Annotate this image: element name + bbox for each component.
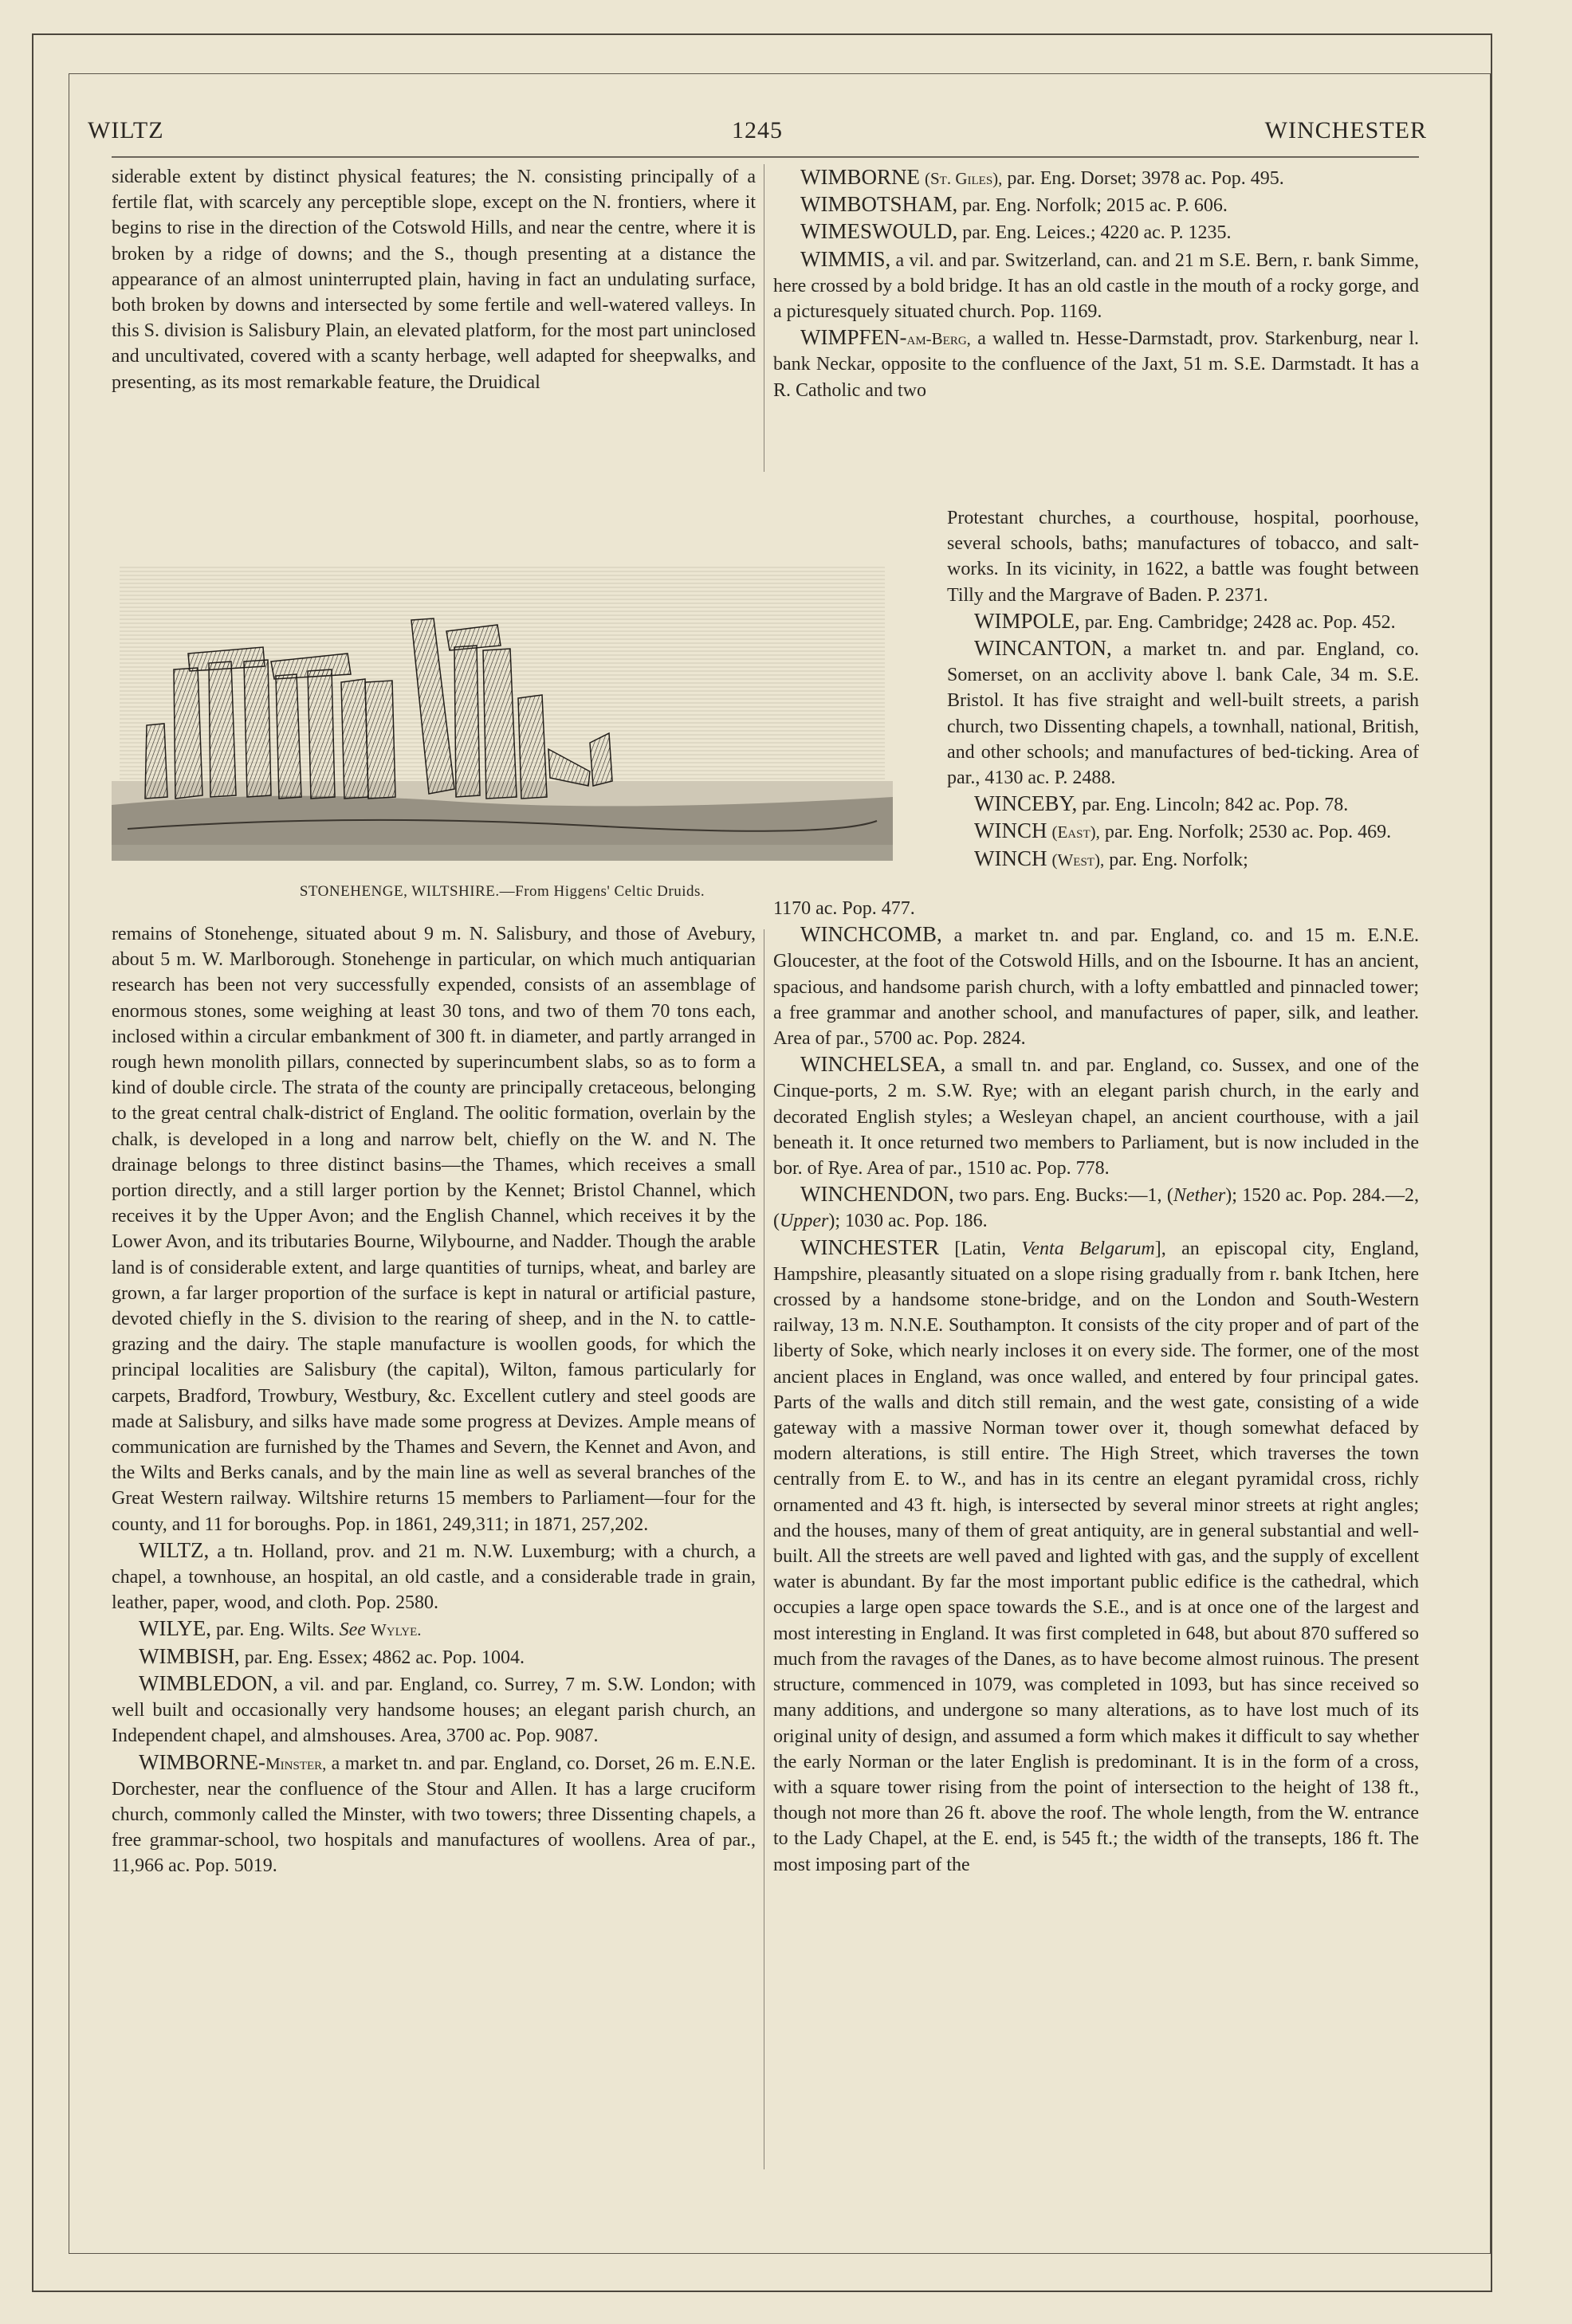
entry-italic: Nether [1173, 1185, 1226, 1207]
headword: WINCHELSEA, [800, 1052, 946, 1077]
headword: WINCH [974, 846, 1047, 870]
wiltshire-entry-start: siderable extent by distinct physical features; the N. consisting principally of a fertile flat, with scarcely any perceptible slope, except on the N. frontiers, where it begins to rise in the direction of the Cotswold Hills, and near the centre, where it is broken by a ridge of downs; and the S., though presenting at a distance the appearance of an almost uninterrupted plain, having in fact an undulating surface, both broken by downs and intersected by some fertile and well-watered valleys. In this S. division is Salisbury Plain, an elevated platform, for the most part uninclosed and uncultivated, covered with a scanty herbage, well adapted for sheepwalks, and presenting, as its most remarkable feature, the Druidical [112, 167, 756, 393]
entry-text: [Latin, [938, 1238, 1022, 1259]
headword: WIMMIS, [800, 246, 891, 271]
header-rule [112, 156, 1419, 158]
entry-winceby [947, 791, 1419, 818]
headword-qualifier: (East), [1051, 822, 1100, 842]
headword: WILTZ, [139, 1537, 210, 1562]
right-column-bottom [773, 896, 1419, 1878]
headword: WINCANTON, [974, 636, 1112, 661]
entry-wimmis [773, 246, 1419, 325]
winch-west-continued: 1170 ac. Pop. 477. [773, 898, 915, 919]
entry-text: par. Eng. Leices.; 4220 ac. P. 1235. [957, 222, 1232, 244]
header-right-word: WINCHESTER [1264, 117, 1427, 143]
headword: WIMBORNE [800, 165, 920, 189]
entry-text: ); 1520 ac. Pop. 284.—2, ( [773, 1185, 1419, 1232]
right-column-top [773, 164, 1419, 403]
left-column-top [112, 164, 756, 395]
entry-text: a tn. Holland, prov. and 21 m. N.W. Luxemburg; with a church, a chapel, a townhouse, an hospital, an old castle, and a considerable trade in grain, leather, paper, wood, and cloth. Pop. 2580. [112, 1541, 756, 1614]
entry-winchendon [773, 1181, 1419, 1234]
stonehenge-illustration [112, 542, 893, 885]
headword: WINCH [974, 819, 1047, 843]
page-number: 1245 [732, 117, 783, 143]
right-column-middle [947, 505, 1419, 873]
headword: WIMPFEN- [800, 325, 907, 350]
wiltshire-entry-continued: remains of Stonehenge, situated about 9 m. N. Salisbury, and those of Avebury, about 5 m. W. Marlborough. Stonehenge in particular, on which much antiquarian research has been not very successfully expended, consists of an assemblage of enormous stones, some weighing at least 30 tons, and two of them 70 tons each, inclosed within a circular embankment of 300 ft. in diameter, and partly arranged in rough hewn monolith pillars, connected by superincumbent slabs, so as to form a kind of double circle. The strata of the county are principally cretaceous, belonging to the great central chalk-district of England. The oolitic formation, overlain by the chalk, is developed in a long and narrow belt, chiefly on the W. and N. The drainage belongs to three distinct basins—the Thames, which receives a small portion directly, and a still larger portion by the Kennet; Bristol Channel, which receives it by the Upper Avon; and the English Channel, which receives it by the Lower Avon, and its tributaries Bourne, Wilybourne, and Nadder. Though the arable land is of considerable extent, and large quantities of turnips, wheat, and barley are grown, a far larger proportion of the surface is kept in natural or artificial pasture, devoted chiefly in the S. division to the rearing of sheep, and in the N. to cattle-grazing and the dairy. The staple manufacture is woollen goods, for which the principal localities are Salisbury (the capital), Wilton, famous particularly for carpets, Bradford, Trowbury, Westbury, &c. Excellent cutlery and steel goods are made at Salisbury, and silks have made some progress at Devizes. Ample means of communication are furnished by the Thames and Severn, the Kennet and Avon, and the Wilts and Berks canals, and by the main line as well as several branches of the Great Western railway. Wiltshire returns 15 members to Parliament—four for the county, and 11 for boroughs. Pop. in 1861, 249,311; in 1871, 257,202. [112, 924, 756, 1535]
left-column-bottom [112, 921, 756, 1879]
headword: WINCHENDON, [800, 1182, 954, 1207]
entry-text: two pars. Eng. Bucks:—1, ( [953, 1185, 1173, 1207]
entry-wimborne-minster [112, 1749, 756, 1879]
header-left-word: WILTZ [88, 117, 164, 143]
entry-wincanton [947, 635, 1419, 791]
entry-wimpole [947, 608, 1419, 635]
headword: WINCHCOMB, [800, 922, 942, 947]
see-reference-marker: See [339, 1619, 366, 1641]
entry-text: par. Eng. Essex; 4862 ac. Pop. 1004. [239, 1647, 525, 1668]
entry-text: par. Eng. Wilts. [211, 1619, 340, 1641]
headword: WINCHESTER [800, 1235, 939, 1259]
entry-italic: Venta Belgarum [1021, 1238, 1155, 1259]
headword: WIMBLEDON, [139, 1670, 278, 1695]
entry-winchcomb [773, 921, 1419, 1051]
headword-qualifier: (St. Giles), [925, 169, 1003, 188]
entry-text: a market tn. and par. England, co. Somerset, on an acclivity above l. bank Cale, 34 m. S.E. Bristol. It has five straight and well-built streets, a parish church, two Dissenting chapels, a townhall, national, British, and other schools; and manufactures of bed-ticking. Area of par., 4130 ac. P. 2488. [947, 639, 1419, 789]
entry-wimpfen [773, 324, 1419, 403]
entry-text: par. Eng. Lincoln; 842 ac. Pop. 78. [1077, 795, 1349, 816]
entry-wimbledon [112, 1670, 756, 1749]
entry-winch-west [947, 846, 1419, 873]
headword: WINCEBY, [974, 791, 1078, 816]
entry-text: par. Eng. Dorset; 3978 ac. Pop. 495. [1002, 168, 1284, 189]
entry-winch-east [947, 818, 1419, 845]
entry-text: par. Eng. Norfolk; [1104, 849, 1248, 870]
headword: WIMBISH, [139, 1643, 240, 1668]
figure-caption: STONEHENGE, WILTSHIRE.—From Higgens' Celtic Druids. [299, 883, 705, 900]
headword-qualifier: (West), [1051, 850, 1105, 870]
entry-text: a vil. and par. Switzerland, can. and 21 m S.E. Bern, r. bank Simme, here crossed by a bold bridge. It has an old castle in the mouth of a rocky gorge, and a picturesquely situated church. Pop. 1169. [773, 249, 1419, 323]
entry-text: par. Eng. Norfolk; 2015 ac. P. 606. [957, 195, 1228, 217]
entry-wimbotsham [773, 191, 1419, 218]
headword-qualifier: am-Berg, [906, 329, 971, 349]
headword: WILYE, [139, 1616, 212, 1641]
entry-text: a small tn. and par. England, co. Sussex, and one of the Cinque-ports, 2 m. S.W. Rye; with an elegant parish church, in the early and decorated English styles; a Wesleyan chapel, an ancient courthouse, with a jail beneath it. It once returned two members to Parliament, but is now included in the bor. of Rye. Area of par., 1510 ac. Pop. 778. [773, 1055, 1419, 1180]
headword-qualifier: Minster, [265, 1753, 327, 1773]
entry-text: a market tn. and par. England, co. and 15 m. E.N.E. Gloucester, at the foot of the Cotswold Hills, and on the Isbourne. It has an ancient, spacious, and handsome parish church, with a lofty embattled and pinnacled tower; a free grammar and another school, and manufactures of paper, silk, and leather. Area of par., 5700 ac. Pop. 2824. [773, 925, 1419, 1050]
entry-wimbish [112, 1643, 756, 1670]
entry-wiltz [112, 1537, 756, 1616]
entry-text: a market tn. and par. England, co. Dorset, 26 m. E.N.E. Dorchester, near the confluence of the Stour and Allen. It has a large cruciform church, commonly called the Minster, with two towers; three Dissenting chapels, a free grammar-school, two hospitals and manufactures of woollens. Area of par., 11,966 ac. Pop. 5019. [112, 1753, 756, 1877]
entry-text: a vil. and par. England, co. Surrey, 7 m. S.W. London; with well built and occasionally very handsome houses; an elegant parish church, an Independent chapel, and almshouses. Area, 3700 ac. Pop. 9087. [112, 1674, 756, 1747]
entry-text: par. Eng. Norfolk; 2530 ac. Pop. 469. [1099, 822, 1392, 843]
headword: WIMBORNE- [139, 1749, 265, 1774]
entry-wimborne-st-giles [773, 164, 1419, 191]
entry-text: ); 1030 ac. Pop. 186. [828, 1211, 988, 1232]
entry-winchelsea [773, 1051, 1419, 1181]
running-header [88, 110, 1427, 151]
cross-reference: Wylye. [370, 1620, 422, 1640]
entry-text: a walled tn. Hesse-Darmstadt, prov. Starkenburg, near l. bank Neckar, opposite to the confluence of the Jaxt, 51 m. S.E. Darmstadt. It has a R. Catholic and two [773, 328, 1419, 401]
entry-italic: Upper [780, 1211, 829, 1232]
entry-wilye [112, 1615, 756, 1643]
headword: WIMBOTSHAM, [800, 192, 958, 217]
headword: WIMPOLE, [974, 608, 1080, 633]
entry-text: par. Eng. Cambridge; 2428 ac. Pop. 452. [1079, 611, 1396, 633]
entry-wimeswould [773, 218, 1419, 245]
entry-text: ], an episcopal city, England, Hampshire, pleasantly situated on a slope rising gradually from r. bank Itchen, here crossed by a handsome stone-bridge, and on the London and South-Western railway, 13 m. N.N.E. Southampton. It consists of the city proper and of part of the liberty of Soke, which nearly incloses it on every side. The former, one of the most ancient places in England, was once walled, and entered by four principal gates. Parts of the walls and ditch still remain, and the west gate, consisting of a wide gateway with a massive Norman tower over it, though somewhat defaced by modern alterations, is still entire. The High Street, which traverses the town centrally from E. to W., and has in its centre an elegant pyramidal cross, richly ornamented and 43 ft. high, is intersected by several minor streets at right angles; and the houses, many of them of great antiquity, are in general substantial and well-built. All the streets are well paved and lighted with gas, and the supply of excellent water is abundant. By far the most important public edifice is the cathedral, which occupies a large open space towards the S.E., and is at once one of the largest and most interesting in England. It was first completed in 648, but about 870 suffered so much from the ravages of the Danes, as to have become almost ruinous. The present structure, commenced in 1079, was completed in 1093, but has since received so many additions, and undergone so many alterations, as to have lost much of its original unity of design, and assumed a form which makes it difficult to say whether the early Norman or the later English is predominant. It is in the form of a cross, with a square tower rising from the point of intersection to the height of 138 ft., though not more than 26 ft. above the roof. The whole length, from the W. entrance to the Lady Chapel, at the E. end, is 545 ft.; the width of the transepts, 186 ft. The most imposing part of the [773, 1238, 1419, 1875]
headword: WIMESWOULD, [800, 219, 958, 244]
entry-winchester [773, 1235, 1419, 1878]
wimpfen-continued: Protestant churches, a courthouse, hospital, poorhouse, several schools, baths; manufactures of tobacco, and salt-works. In its vicinity, in 1622, a battle was fought between Tilly and the Margrave of Baden. P. 2371. [947, 508, 1419, 606]
